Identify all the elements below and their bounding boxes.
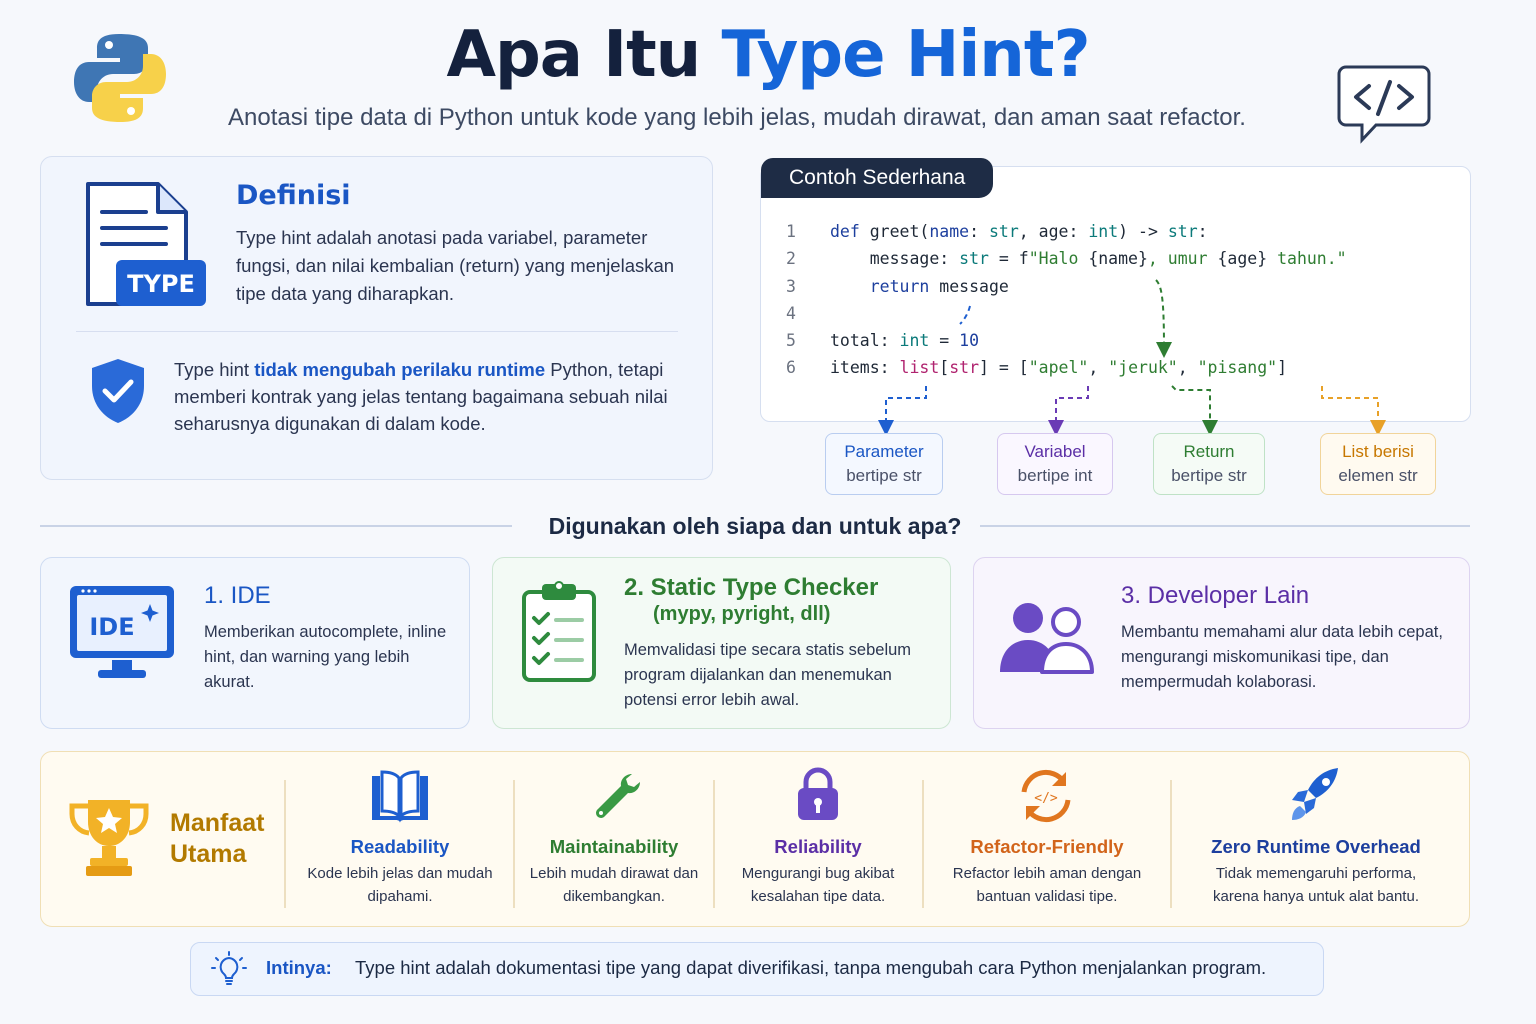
benefit-divider — [1170, 780, 1172, 908]
clipboard-checklist-icon — [520, 580, 598, 684]
benefit-title: Reliability — [774, 836, 862, 857]
benefit-text: Lebih mudah dirawat dan dikembangkan. — [529, 865, 699, 905]
benefit-text: Tidak memengaruhi performa, karena hanya untuk alat bantu. — [1213, 865, 1419, 905]
benefits-heading: Manfaat Utama — [170, 809, 265, 868]
benefit-divider — [713, 780, 715, 908]
definition-text: Type hint adalah anotasi pada variabel, parameter fungsi, dan nilai kembalian (return) yang menjelaskan tipe data yang diharapkan. — [236, 227, 675, 304]
code-line: 1 def greet(name: str, age: int) -> str: — [786, 222, 1208, 241]
shield-check-icon — [88, 356, 148, 426]
annotation-arrows — [760, 270, 1471, 440]
ide-icon-label: IDE — [89, 613, 135, 641]
benefit-text: Refactor lebih aman dengan bantuan validasi tipe. — [952, 865, 1142, 905]
benefit-title: Readability — [350, 836, 450, 857]
code-line: 2 message: str = f"Halo {name}, umur {age} tahun." — [786, 249, 1347, 269]
ide-title: 1. IDE — [204, 582, 271, 609]
benefit-divider — [284, 780, 286, 908]
summary-label: Intinya: — [266, 957, 332, 978]
usage-heading: Digunakan oleh siapa dan untuk apa? — [548, 513, 962, 539]
rocket-icon — [1284, 766, 1348, 822]
code-line: 5 total: int = 10 — [786, 331, 980, 351]
param-tag: Parameter bertipe str — [825, 433, 943, 495]
summary-text: Type hint adalah dokumentasi tipe yang dapat diverifikasi, tanpa mengubah cara Python menjalankan program. — [355, 957, 1267, 978]
variable-tag: Variabel bertipe int — [997, 433, 1113, 495]
code-bubble-icon — [1336, 64, 1432, 144]
page-title: Apa Itu Type Hint? — [446, 18, 1090, 92]
code-line: 3 return message — [786, 276, 1009, 296]
code-line: 6 items: list[str] = ["apel", "jeruk", "pisang"] — [786, 358, 1288, 378]
people-icon — [996, 600, 1098, 674]
ide-text: Memberikan autocomplete, inline hint, dan warning yang lebih akurat. — [204, 623, 447, 691]
type-checker-text: Memvalidasi tipe secara statis sebelum program dijalankan dan menemukan potensi error lebih awal. — [624, 641, 912, 709]
benefit-text: Kode lebih jelas dan mudah dipahami. — [307, 865, 493, 905]
benefit-title: Zero Runtime Overhead — [1211, 836, 1421, 857]
benefit-divider — [513, 780, 515, 908]
monitor-icon — [66, 582, 178, 684]
benefit-text: Mengurangi bug akibat kesalahan tipe data. — [741, 865, 895, 905]
type-checker-subtitle: (mypy, pyright, dll) — [653, 603, 831, 625]
runtime-note: Type hint tidak mengubah perilaku runtime Python, tetapi memberi kontrak yang jelas tentang bagaimana sebuah nilai seharusnya digunakan di dalam kode. — [174, 359, 668, 434]
refactor-icon — [1014, 768, 1078, 824]
developer-text: Membantu memahami alur data lebih cepat, mengurangi miskomunikasi tipe, dan mempermudah kolaborasi. — [1121, 623, 1443, 691]
benefit-divider — [922, 780, 924, 908]
developer-title: 3. Developer Lain — [1121, 582, 1310, 609]
definition-divider — [76, 331, 678, 332]
code-line: 4 — [786, 303, 796, 323]
list-tag: List berisi elemen str — [1320, 433, 1436, 495]
trophy-icon — [66, 794, 152, 880]
wrench-icon — [584, 770, 648, 826]
definition-title: Definisi — [236, 180, 351, 211]
lightbulb-icon — [210, 950, 248, 988]
example-label: Contoh Sederhana — [761, 158, 993, 198]
page-subtitle: Anotasi tipe data di Python untuk kode yang lebih jelas, mudah dirawat, dan aman saat refactor. — [228, 104, 1246, 131]
book-icon — [368, 768, 432, 824]
svg-text:</>: </> — [1034, 791, 1058, 806]
benefit-title: Refactor-Friendly — [970, 836, 1124, 857]
benefit-title: Maintainability — [549, 836, 679, 857]
document-type-icon — [80, 180, 212, 310]
type-checker-title: 2. Static Type Checker — [624, 574, 879, 601]
type-badge-label: TYPE — [127, 270, 195, 298]
return-tag: Return bertipe str — [1153, 433, 1265, 495]
lock-icon — [786, 766, 850, 822]
